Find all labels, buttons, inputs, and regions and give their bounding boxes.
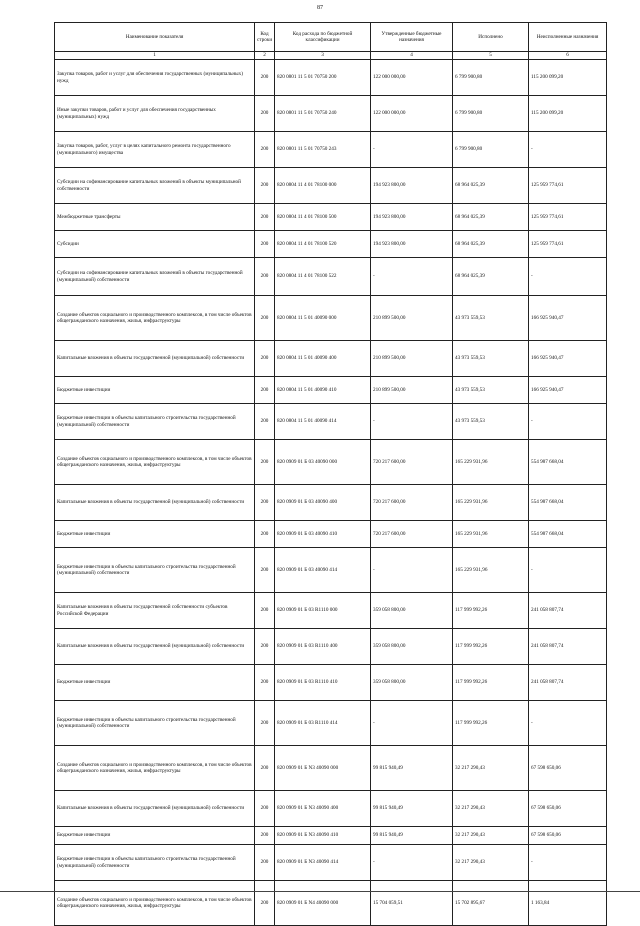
line-code: 200 (255, 96, 275, 132)
table-row (55, 845, 607, 881)
table-row (55, 701, 607, 746)
line-code: 200 (255, 231, 275, 258)
executed-amount: 43 973 559,53 (453, 296, 529, 341)
classification-code: 820 0804 11 4 01 78100 522 (275, 258, 371, 296)
executed-amount: 32 217 290,43 (453, 845, 529, 881)
classification-code: 820 0909 01 Б 03 R1110 000 (275, 593, 371, 629)
line-code: 200 (255, 404, 275, 440)
indicator-name: Капитальные вложения в объекты государственной (муниципальной) собственности (55, 341, 255, 377)
header-indicator-name: Наименование показателя (55, 23, 255, 52)
classification-code: 820 0909 01 Б N3 40090 410 (275, 827, 371, 845)
classification-code: 820 0804 11 5 01 40090 400 (275, 341, 371, 377)
indicator-name: Создание объектов социального и производственного комплексов, в том числе объектов общегражданского назначения, жилья, инфраструктуры (55, 881, 255, 926)
table-row (55, 377, 607, 404)
classification-code: 820 0804 11 4 01 78100 500 (275, 204, 371, 231)
executed-amount: 6 799 900,80 (453, 132, 529, 168)
classification-code: 820 0909 01 Б 03 R1110 410 (275, 665, 371, 701)
approved-amount: 194 923 800,00 (371, 204, 453, 231)
header-approved-appropriations: Утвержденные бюджетные назначения (371, 23, 453, 52)
line-code: 200 (255, 845, 275, 881)
table-row (55, 827, 607, 845)
line-code: 200 (255, 132, 275, 168)
classification-code: 820 0804 11 5 01 40090 000 (275, 296, 371, 341)
executed-amount: 43 973 559,53 (453, 404, 529, 440)
unexecuted-amount: 125 959 774,61 (529, 204, 607, 231)
executed-amount: 6 799 900,80 (453, 96, 529, 132)
table-row (55, 231, 607, 258)
header-unexecuted-appropriations: Неисполненные назначения (529, 23, 607, 52)
table-row (55, 593, 607, 629)
table-row (55, 440, 607, 485)
table-row (55, 521, 607, 548)
unexecuted-amount: 115 200 099,20 (529, 96, 607, 132)
line-code: 200 (255, 296, 275, 341)
unexecuted-amount: - (529, 548, 607, 593)
unexecuted-amount: 125 959 774,61 (529, 231, 607, 258)
line-code: 200 (255, 60, 275, 96)
line-code: 200 (255, 701, 275, 746)
executed-amount: 117 999 992,26 (453, 593, 529, 629)
approved-amount: 720 217 600,00 (371, 440, 453, 485)
classification-code: 820 0804 11 5 01 40090 410 (275, 377, 371, 404)
indicator-name: Создание объектов социального и производственного комплексов, в том числе объектов общегражданского назначения, жилья, инфраструктуры (55, 296, 255, 341)
approved-amount: 359 058 800,00 (371, 665, 453, 701)
column-number: 2 (255, 52, 275, 60)
table-row (55, 746, 607, 791)
table-row (55, 629, 607, 665)
approved-amount: 210 899 500,00 (371, 341, 453, 377)
executed-amount: 32 217 290,43 (453, 791, 529, 827)
executed-amount: 15 702 895,67 (453, 881, 529, 926)
unexecuted-amount: 241 058 807,74 (529, 629, 607, 665)
table-row (55, 258, 607, 296)
classification-code: 820 0909 01 Б N3 40090 414 (275, 845, 371, 881)
approved-amount: 359 058 800,00 (371, 593, 453, 629)
classification-code: 820 0909 01 Б 03 40090 000 (275, 440, 371, 485)
approved-amount: 99 815 940,49 (371, 827, 453, 845)
indicator-name: Бюджетные инвестиции в объекты капитального строительства государственной (муниципальной) собственности (55, 701, 255, 746)
executed-amount: 117 999 992,26 (453, 629, 529, 665)
executed-amount: 32 217 290,43 (453, 827, 529, 845)
classification-code: 820 0804 11 4 01 78100 520 (275, 231, 371, 258)
indicator-name: Создание объектов социального и производственного комплексов, в том числе объектов общегражданского назначения, жилья, инфраструктуры (55, 440, 255, 485)
line-code: 200 (255, 521, 275, 548)
line-code: 200 (255, 204, 275, 231)
unexecuted-amount: 125 959 774,61 (529, 168, 607, 204)
classification-code: 820 0801 11 5 01 70750 240 (275, 96, 371, 132)
indicator-name: Создание объектов социального и производственного комплексов, в том числе объектов общегражданского назначения, жилья, инфраструктуры (55, 746, 255, 791)
classification-code: 820 0909 01 Б N3 40090 400 (275, 791, 371, 827)
indicator-name: Бюджетные инвестиции (55, 827, 255, 845)
approved-amount: - (371, 258, 453, 296)
classification-code: 820 0801 11 5 01 70750 200 (275, 60, 371, 96)
indicator-name: Капитальные вложения в объекты государственной (муниципальной) собственности (55, 791, 255, 827)
line-code: 200 (255, 485, 275, 521)
page-bottom-rule (0, 891, 640, 892)
approved-amount: - (371, 132, 453, 168)
executed-amount: 32 217 290,43 (453, 746, 529, 791)
executed-amount: 43 973 559,53 (453, 341, 529, 377)
approved-amount: - (371, 701, 453, 746)
approved-amount: 15 704 059,51 (371, 881, 453, 926)
approved-amount: 210 899 500,00 (371, 377, 453, 404)
column-number: 1 (55, 52, 255, 60)
indicator-name: Межбюджетные трансферты (55, 204, 255, 231)
indicator-name: Капитальные вложения в объекты государственной (муниципальной) собственности (55, 485, 255, 521)
indicator-name: Бюджетные инвестиции в объекты капитального строительства государственной (муниципальной) собственности (55, 548, 255, 593)
approved-amount: 194 923 800,00 (371, 168, 453, 204)
approved-amount: 210 899 500,00 (371, 296, 453, 341)
table-row (55, 485, 607, 521)
indicator-name: Иные закупки товаров, работ и услуг для обеспечения государственных (муниципальных) нужд (55, 96, 255, 132)
column-numbers-row (55, 52, 607, 60)
indicator-name: Капитальные вложения в объекты государственной собственности субъектов Российской Федерации (55, 593, 255, 629)
table-row (55, 296, 607, 341)
executed-amount: 117 999 992,26 (453, 701, 529, 746)
executed-amount: 165 229 931,96 (453, 440, 529, 485)
approved-amount: 122 000 000,00 (371, 60, 453, 96)
line-code: 200 (255, 548, 275, 593)
indicator-name: Бюджетные инвестиции в объекты капитального строительства государственной (муниципальной) собственности (55, 404, 255, 440)
unexecuted-amount: 554 987 668,04 (529, 521, 607, 548)
table-row (55, 204, 607, 231)
header-executed: Исполнено (453, 23, 529, 52)
indicator-name: Субсидии на софинансирование капитальных вложений в объекты муниципальной собственности (55, 168, 255, 204)
unexecuted-amount: 166 925 940,47 (529, 341, 607, 377)
executed-amount: 68 964 025,39 (453, 258, 529, 296)
unexecuted-amount: - (529, 258, 607, 296)
indicator-name: Бюджетные инвестиции (55, 665, 255, 701)
line-code: 200 (255, 341, 275, 377)
indicator-name: Закупка товаров, работ, услуг в целях капитального ремонта государственного (муниципального) имущества (55, 132, 255, 168)
column-number: 6 (529, 52, 607, 60)
classification-code: 820 0909 01 Б 03 40090 414 (275, 548, 371, 593)
header-budget-classification-code: Код расхода по бюджетной классификации (275, 23, 371, 52)
table-header-row (55, 23, 607, 52)
approved-amount: 720 217 600,00 (371, 521, 453, 548)
classification-code: 820 0909 01 Б 03 40090 410 (275, 521, 371, 548)
line-code: 200 (255, 440, 275, 485)
table-row (55, 96, 607, 132)
executed-amount: 165 229 931,96 (453, 548, 529, 593)
approved-amount: - (371, 548, 453, 593)
line-code: 200 (255, 168, 275, 204)
table-row (55, 168, 607, 204)
page-number: 87 (317, 5, 323, 11)
unexecuted-amount: - (529, 404, 607, 440)
unexecuted-amount: 241 058 807,74 (529, 593, 607, 629)
indicator-name: Субсидии (55, 231, 255, 258)
classification-code: 820 0909 01 Б 03 40090 400 (275, 485, 371, 521)
unexecuted-amount: - (529, 132, 607, 168)
header-line-code: Код строки (255, 23, 275, 52)
unexecuted-amount: 166 925 940,47 (529, 377, 607, 404)
executed-amount: 6 799 900,80 (453, 60, 529, 96)
line-code: 200 (255, 881, 275, 926)
unexecuted-amount: 115 200 099,20 (529, 60, 607, 96)
executed-amount: 43 973 559,53 (453, 377, 529, 404)
approved-amount: 99 815 940,49 (371, 746, 453, 791)
approved-amount: 720 217 600,00 (371, 485, 453, 521)
table-row (55, 132, 607, 168)
line-code: 200 (255, 258, 275, 296)
classification-code: 820 0909 01 Б N3 40090 000 (275, 746, 371, 791)
executed-amount: 117 999 992,26 (453, 665, 529, 701)
classification-code: 820 0909 01 Б N4 40090 000 (275, 881, 371, 926)
line-code: 200 (255, 629, 275, 665)
unexecuted-amount: 554 987 668,04 (529, 440, 607, 485)
line-code: 200 (255, 593, 275, 629)
classification-code: 820 0804 11 5 01 40090 414 (275, 404, 371, 440)
budget-execution-table (54, 22, 607, 926)
line-code: 200 (255, 377, 275, 404)
approved-amount: - (371, 404, 453, 440)
unexecuted-amount: 1 163,84 (529, 881, 607, 926)
line-code: 200 (255, 746, 275, 791)
column-number: 4 (371, 52, 453, 60)
unexecuted-amount: - (529, 845, 607, 881)
table-row (55, 665, 607, 701)
unexecuted-amount: 166 925 940,47 (529, 296, 607, 341)
unexecuted-amount: - (529, 701, 607, 746)
indicator-name: Закупка товаров, работ и услуг для обеспечения государственных (муниципальных) нужд (55, 60, 255, 96)
approved-amount: 359 058 800,00 (371, 629, 453, 665)
indicator-name: Капитальные вложения в объекты государственной (муниципальной) собственности (55, 629, 255, 665)
column-number: 3 (275, 52, 371, 60)
classification-code: 820 0909 01 Б 03 R1110 400 (275, 629, 371, 665)
table-row (55, 60, 607, 96)
executed-amount: 68 964 025,39 (453, 204, 529, 231)
classification-code: 820 0909 01 Б 03 R1110 414 (275, 701, 371, 746)
indicator-name: Субсидии на софинансирование капитальных вложений в объекты государственной (муниципальной) собственности (55, 258, 255, 296)
executed-amount: 68 964 025,39 (453, 168, 529, 204)
indicator-name: Бюджетные инвестиции (55, 377, 255, 404)
table-row (55, 341, 607, 377)
line-code: 200 (255, 791, 275, 827)
approved-amount: - (371, 845, 453, 881)
unexecuted-amount: 67 598 650,06 (529, 827, 607, 845)
classification-code: 820 0804 11 4 01 78100 000 (275, 168, 371, 204)
approved-amount: 122 000 000,00 (371, 96, 453, 132)
approved-amount: 194 923 800,00 (371, 231, 453, 258)
line-code: 200 (255, 827, 275, 845)
unexecuted-amount: 554 987 668,04 (529, 485, 607, 521)
unexecuted-amount: 241 058 807,74 (529, 665, 607, 701)
column-number: 5 (453, 52, 529, 60)
table-row (55, 404, 607, 440)
unexecuted-amount: 67 598 650,06 (529, 791, 607, 827)
unexecuted-amount: 67 598 650,06 (529, 746, 607, 791)
line-code: 200 (255, 665, 275, 701)
table-row (55, 548, 607, 593)
indicator-name: Бюджетные инвестиции в объекты капитального строительства государственной (муниципальной) собственности (55, 845, 255, 881)
indicator-name: Бюджетные инвестиции (55, 521, 255, 548)
executed-amount: 165 229 931,96 (453, 521, 529, 548)
approved-amount: 99 815 940,49 (371, 791, 453, 827)
table-row (55, 791, 607, 827)
executed-amount: 165 229 931,96 (453, 485, 529, 521)
table-row (55, 881, 607, 926)
executed-amount: 68 964 025,39 (453, 231, 529, 258)
classification-code: 820 0801 11 5 01 70750 243 (275, 132, 371, 168)
